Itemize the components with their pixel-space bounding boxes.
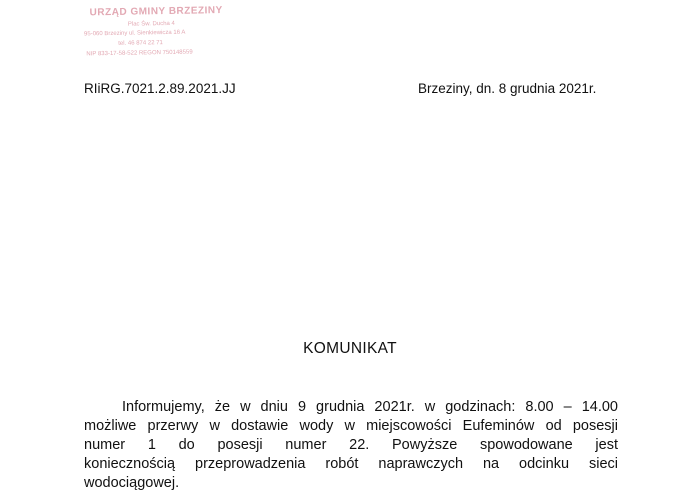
announcement-body bbox=[84, 398, 618, 493]
stamp-title: URZĄD GMINY BRZEZINY bbox=[89, 5, 223, 19]
reference-number: RIiRG.7021.2.89.2021.JJ bbox=[84, 81, 236, 96]
body-line: wodociągowej. bbox=[84, 475, 180, 491]
stamp-line: tel. 46 874 22 71 bbox=[118, 40, 163, 47]
stamp-line: 95-060 Brzeziny ul. Sienkiewicza 16 A bbox=[83, 29, 186, 38]
stamp-line: NIP 833-17-58-522 REGON 750148559 bbox=[86, 49, 193, 58]
body-line: numer 1 do posesji numer 22. Powyższe spowodowane jest bbox=[84, 437, 618, 453]
office-stamp bbox=[82, 3, 253, 64]
place-and-date: Brzeziny, dn. 8 grudnia 2021r. bbox=[418, 81, 597, 96]
body-line: koniecznością przeprowadzenia robót naprawczych na odcinku sieci bbox=[84, 456, 618, 472]
body-line: możliwe przerwy w dostawie wody w miejscowości Eufeminów od posesji bbox=[84, 418, 618, 434]
body-line: Informujemy, że w dniu 9 grudnia 2021r. w godzinach: 8.00 – 14.00 bbox=[122, 399, 618, 415]
document-title: KOMUNIKAT bbox=[303, 340, 397, 357]
stamp-line: Plac Św. Ducha 4 bbox=[127, 20, 175, 28]
